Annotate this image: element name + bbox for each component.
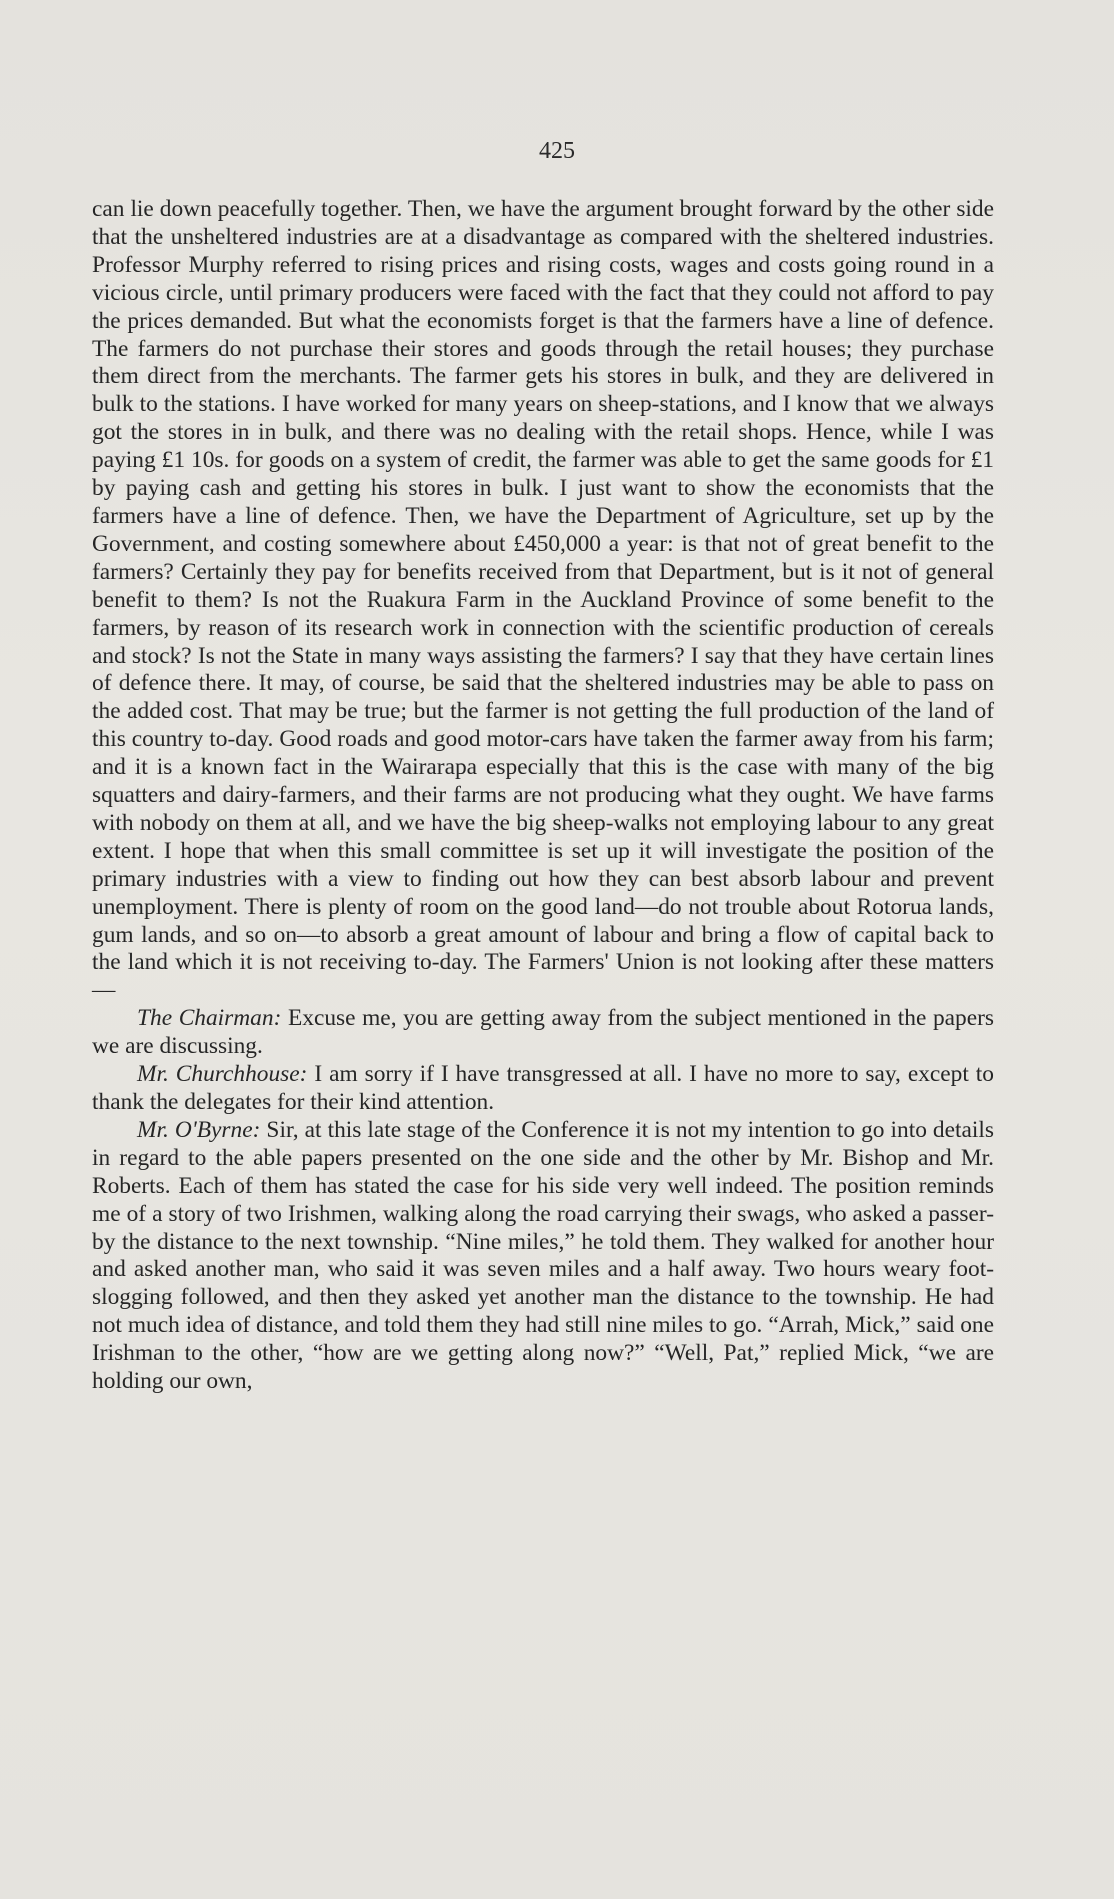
paragraph-speech-continuation <box>92 196 994 1005</box>
page-number: 425 <box>539 138 575 164</box>
paragraph-chairman <box>92 1005 994 1061</box>
speaker-name: The Chairman: <box>137 1005 282 1032</box>
speaker-name: Mr. O'Byrne: <box>137 1116 261 1143</box>
speaker-name: Mr. Churchhouse: <box>137 1061 308 1088</box>
body-text <box>92 196 994 1396</box>
paragraph-text: Excuse me, you are getting away from the subject mentioned in the papers we are discussing. <box>92 1005 994 1060</box>
paragraph-churchhouse <box>92 1061 994 1117</box>
paragraph-text: can lie down peacefully together. Then, we have the argument brought forward by the other side that the unsheltered industries are at a disadvantage as compared with the sheltered industries. Professor Murphy referred to rising prices and rising costs, wages and costs going round in a vicious circle, until primary producers were faced with the fact that they could not afford to pay the prices demanded. But what the economists forget is that the farmers have a line of defence. The farmers do not purchase their stores and goods through the retail houses; they purchase them direct from the merchants. The farmer gets his stores in bulk, and they are delivered in bulk to the stations. I have worked for many years on sheep-stations, and I know that we always got the stores in in bulk, and there was no dealing with the retail shops. Hence, while I was paying £1 10s. for goods on a system of credit, the farmer was able to get the same goods for £1 by paying cash and getting his stores in bulk. I just want to show the economists that the farmers have a line of defence. Then, we have the Department of Agriculture, set up by the Government, and costing somewhere about £450,000 a year: is that not of great benefit to the farmers? Certainly they pay for benefits received from that Department, but is it not of general benefit to them? Is not the Ruakura Farm in the Auckland Province of some benefit to the farmers, by reason of its research work in connection with the scientific production of cereals and stock? Is not the State in many ways assisting the farmers? I say that they have certain lines of defence there. It may, of course, be said that the sheltered industries may be able to pass on the added cost. That may be true; but the farmer is not getting the full production of the land of this country to-day. Good roads and good motor-cars have taken the farmer away from his farm; and it is a known fact in the Wairarapa especially that this is the case with many of the big squatters and dairy-farmers, and their farms are not producing what they ought. We have farms with nobody on them at all, and we have the big sheep-walks not employing labour to any great extent. I hope that when this small committee is set up it will investigate the position of the primary industries with a view to finding out how they can best absorb labour and prevent unemployment. There is plenty of room on the good land—do not trouble about Rotorua lands, gum lands, and so on—to absorb a great amount of labour and bring a flow of capital back to the land which it is not receiving to-day. The Farmers' Union is not looking after these matters— <box>92 196 994 1004</box>
paragraph-text: I am sorry if I have transgressed at all. I have no more to say, except to thank the delegates for their kind attention. <box>92 1061 994 1115</box>
paragraph-obyrne <box>92 1117 994 1396</box>
paragraph-text: Sir, at this late stage of the Conference it is not my intention to go into details in regard to the able papers presented on the one side and the other by Mr. Bishop and Mr. Roberts. Each of them has stated the case for his side very well indeed. The position reminds me of a story of two Irishmen, walking along the road carrying their swags, who asked a passer-by the distance to the next township. “Nine miles,” he told them. They walked for another hour and asked another man, who said it was seven miles and a half away. Two hours weary foot-slogging followed, and then they asked yet another man the distance to the township. He had not much idea of distance, and told them they had still nine miles to go. “Arrah, Mick,” said one Irishman to the other, “how are we getting along now?” “Well, Pat,” replied Mick, “we are holding our own, <box>92 1116 994 1395</box>
